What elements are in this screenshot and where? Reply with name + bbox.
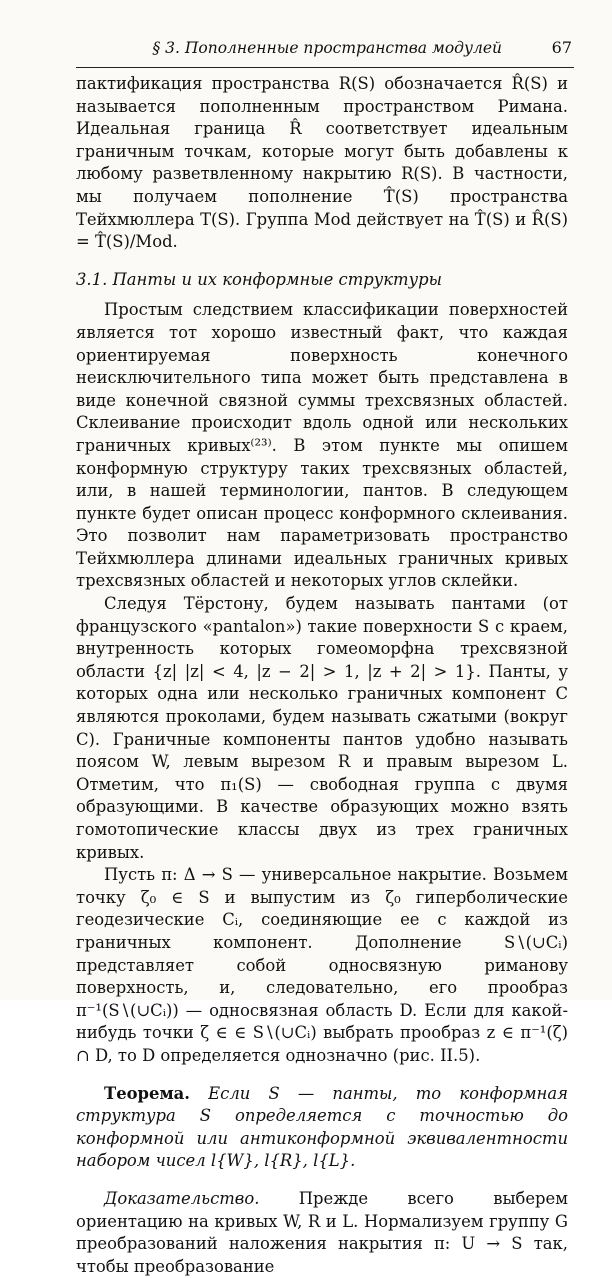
paragraph-2: Простым следствием классификации поверхностей является тот хорошо известный факт, что каждая ориентируемая поверхность конечного неисключительного типа может быть представлена в виде конечной связной суммы трехсвязных областей. Склеивание происходит вдоль одной или нескольких граничных кривых⁽²³⁾. В этом пункте мы опишем конформную структуру таких трехсвязных областей, или, в нашей терминологии, пантов. В следующем пункте будет описан процесс конформного склеивания. Это позволит нам параметризовать пространство Тейхмюллера длинами идеальных граничных кривых трехсвязных областей и некоторых углов склейки. [76, 300, 568, 591]
paragraph-3: Следуя Тёрстону, будем называть пантами (от французского «pantalon») такие поверхности S с краем, внутренность которых гомеоморфна трехсвязной области {z| |z| < 4, |z − 2| > 1, |z + 2| > 1}. Панты, у которых одна или несколько граничных компонент C являются проколами, будем называть сжатыми (вокруг C). Граничные компоненты пантов удобно называть поясом W, левым вырезом R и правым вырезом L. Отметим, что π₁(S) — свободная группа с двумя образующими. В качестве образующих можно взять гомотопические классы двух из трех граничных кривых. [76, 594, 568, 862]
paragraph-4: Пусть π: Δ → S — универсальное накрытие. Возьмем точку ζ₀ ∈ S и выпустим из ζ₀ гиперболические геодезические Cᵢ, соединяющие ее с каждой из граничных компонент. Дополнение S∖(∪Cᵢ) представляет собой односвязную риманову поверхность, и, следовательно, его прообраз π⁻¹(S∖(∪Cᵢ)) — односвязная область D. Если для какой-нибудь точки ζ ∈ ∈ S∖(∪Cᵢ) выбрать прообраз z ∈ π⁻¹(ζ) ∩ D, то D определяется однозначно (рис. II.5). [76, 865, 568, 1065]
paragraph-1: пактификация пространства R(S) обозначается R̂(S) и называется пополненным пространством Римана. Идеальная граница R̂ соответствует идеальным граничным точкам, которые могут быть добавлены к любому разветвленному накрытию R(S). В частности, мы получаем пополнение T̂(S) пространства Тейхмюллера T(S). Группа Mod действует на T̂(S) и R̂(S) = T̂(S)/Mod. [76, 74, 568, 252]
proof-text: Прежде всего выберем ориентацию на кривых W, R и L. Нормализуем группу G преобразований наложения накрытия π: U → S так, чтобы преобразование [76, 1188, 568, 1276]
theorem [76, 1083, 568, 1173]
running-title: § 3. Пополненные пространства модулей [152, 39, 502, 57]
proof-label: Доказательство. [104, 1188, 260, 1208]
proof [76, 1188, 568, 1278]
page-header [76, 34, 572, 62]
theorem-statement: Если S — панты, то конформная структура S определяется с точностью до конформной или антиконформной эквивалентности набором чисел l{W}, l{R}, l{L}. [76, 1083, 568, 1171]
page-number: 67 [551, 38, 572, 57]
header-rule [76, 67, 574, 68]
page-body [76, 73, 568, 1276]
section-heading: 3.1. Панты и их конформные структуры [76, 269, 442, 289]
theorem-label: Теорема. [104, 1083, 191, 1103]
